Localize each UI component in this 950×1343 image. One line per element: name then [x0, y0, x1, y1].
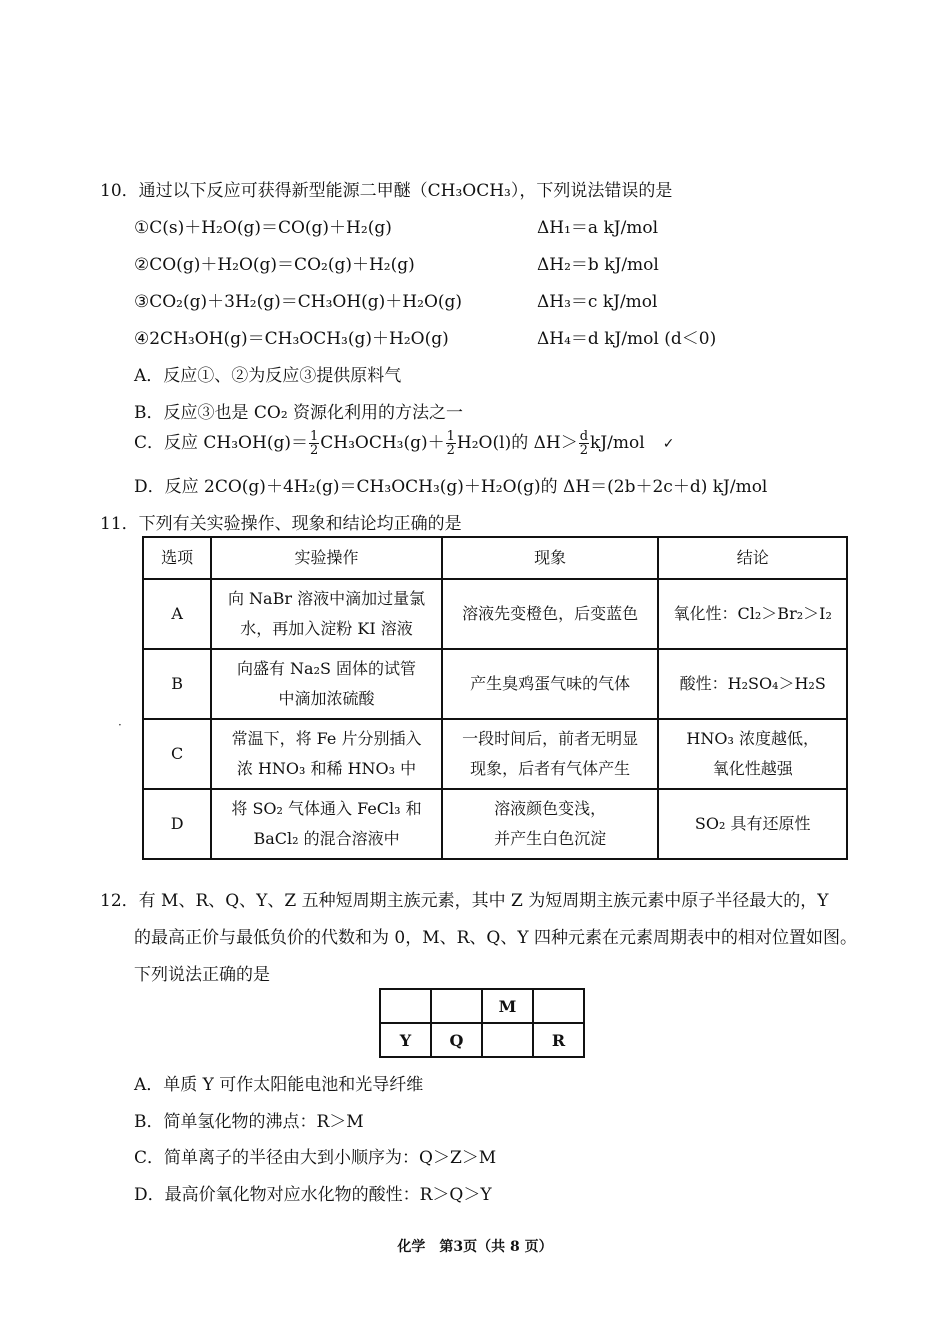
fraction-denominator: 2: [579, 443, 589, 458]
q10-dh-1: ΔH₁＝a kJ/mol: [537, 218, 659, 238]
table-row: [380, 989, 584, 1023]
fraction-numerator: 1: [309, 429, 319, 444]
periodic-table-fragment: [379, 988, 585, 1058]
q10-reaction-1: ①C(s)＋H₂O(g)＝CO(g)＋H₂(g): [134, 218, 392, 238]
q10-reaction-3: ③CO₂(g)＋3H₂(g)＝CH₃OH(g)＋H₂O(g): [134, 292, 463, 312]
table-row: [143, 579, 847, 649]
table-cell: 将 SO₂ 气体通入 FeCl₃ 和 BaCl₂ 的混合溶液中: [211, 789, 442, 859]
table-cell: [482, 1023, 533, 1057]
table-cell: 一段时间后，前者无明显 现象，后者有气体产生: [442, 719, 659, 789]
table-cell: HNO₃ 浓度越低， 氧化性越强: [658, 719, 847, 789]
table-header: 现象: [442, 537, 659, 579]
q12-option-c: C．简单离子的半径由大到小顺序为：Q＞Z＞M: [134, 1148, 497, 1168]
q10-reaction-2: ②CO(g)＋H₂O(g)＝CO₂(g)＋H₂(g): [134, 255, 415, 275]
fraction-d-half: [579, 430, 589, 457]
table-cell: Y: [380, 1023, 431, 1057]
q10-dh-4: ΔH₄＝d kJ/mol (d＜0): [537, 329, 717, 349]
fraction-one-half: [446, 430, 456, 457]
fraction-one-half: [309, 430, 319, 457]
table-cell: A: [143, 579, 211, 649]
q10-option-c-mid2: H₂O(l)的 ΔH＞: [456, 433, 578, 453]
q10-option-d: D．反应 2CO(g)＋4H₂(g)＝CH₃OCH₃(g)＋H₂O(g)的 ΔH＝(2b＋2c＋d) kJ/mol: [134, 477, 768, 497]
table-row: [143, 789, 847, 859]
table-cell: R: [533, 1023, 584, 1057]
q12-option-b: B．简单氢化物的沸点：R＞M: [134, 1112, 364, 1132]
q12-stem-line-1: 12．有 M、R、Q、Y、Z 五种短周期主族元素，其中 Z 为短周期主族元素中原子半径最大的，Y: [100, 891, 829, 911]
table-cell: Q: [431, 1023, 482, 1057]
table-cell: 氧化性：Cl₂＞Br₂＞I₂: [658, 579, 847, 649]
page-footer: 化学 第3页（共 8 页）: [397, 1239, 553, 1255]
fraction-numerator: d: [579, 429, 589, 444]
table-header: 选项: [143, 537, 211, 579]
table-cell: C: [143, 719, 211, 789]
table-cell: [533, 989, 584, 1023]
table-cell: M: [482, 989, 533, 1023]
table-cell: [380, 989, 431, 1023]
q10-option-c: [134, 428, 674, 457]
table-cell: B: [143, 649, 211, 719]
q10-option-c-mid: CH₃OCH₃(g)＋: [320, 433, 445, 453]
q10-option-c-suffix: kJ/mol: [590, 433, 645, 453]
table-cell: D: [143, 789, 211, 859]
table-header: 实验操作: [211, 537, 442, 579]
table-row: [380, 1023, 584, 1057]
q10-dh-2: ΔH₂＝b kJ/mol: [537, 255, 659, 275]
q10-option-c-prefix: C．反应 CH₃OH(g)＝: [134, 433, 308, 453]
table-header-row: [143, 537, 847, 579]
q12-option-d: D．最高价氧化物对应水化物的酸性：R＞Q＞Y: [134, 1185, 492, 1205]
table-cell: 向 NaBr 溶液中滴加过量氯 水，再加入淀粉 KI 溶液: [211, 579, 442, 649]
table-cell: 向盛有 Na₂S 固体的试管 中滴加浓硫酸: [211, 649, 442, 719]
table-cell: 溶液颜色变浅， 并产生白色沉淀: [442, 789, 659, 859]
table-cell: 常温下，将 Fe 片分别插入 浓 HNO₃ 和稀 HNO₃ 中: [211, 719, 442, 789]
q11-stem: 11．下列有关实验操作、现象和结论均正确的是: [100, 514, 462, 534]
table-row: [143, 719, 847, 789]
q12-option-a: A．单质 Y 可作太阳能电池和光导纤维: [134, 1075, 424, 1095]
fraction-denominator: 2: [446, 443, 455, 458]
table-header: 结论: [658, 537, 847, 579]
q12-stem-line-3: 下列说法正确的是: [134, 965, 270, 985]
q10-dh-3: ΔH₃＝c kJ/mol: [537, 292, 658, 312]
fraction-denominator: 2: [309, 443, 319, 458]
table-cell: SO₂ 具有还原性: [658, 789, 847, 859]
experiment-table: [142, 536, 848, 860]
table-cell: 产生臭鸡蛋气味的气体: [442, 649, 659, 719]
margin-mark: ·: [118, 718, 122, 732]
fraction-numerator: 1: [446, 429, 455, 444]
q12-stem-line-2: 的最高正价与最低负价的代数和为 0，M、R、Q、Y 四种元素在元素周期表中的相对位置如图。: [134, 928, 857, 948]
table-cell: [431, 989, 482, 1023]
check-mark-icon: ✓: [662, 436, 675, 452]
q10-reaction-4: ④2CH₃OH(g)＝CH₃OCH₃(g)＋H₂O(g): [134, 329, 449, 349]
table-cell: 酸性：H₂SO₄＞H₂S: [658, 649, 847, 719]
q10-option-a: A．反应①、②为反应③提供原料气: [134, 366, 402, 386]
table-row: [143, 649, 847, 719]
table-cell: 溶液先变橙色，后变蓝色: [442, 579, 659, 649]
q10-option-b: B．反应③也是 CO₂ 资源化利用的方法之一: [134, 403, 464, 423]
q10-stem: 10．通过以下反应可获得新型能源二甲醚（CH₃OCH₃），下列说法错误的是: [100, 181, 673, 201]
